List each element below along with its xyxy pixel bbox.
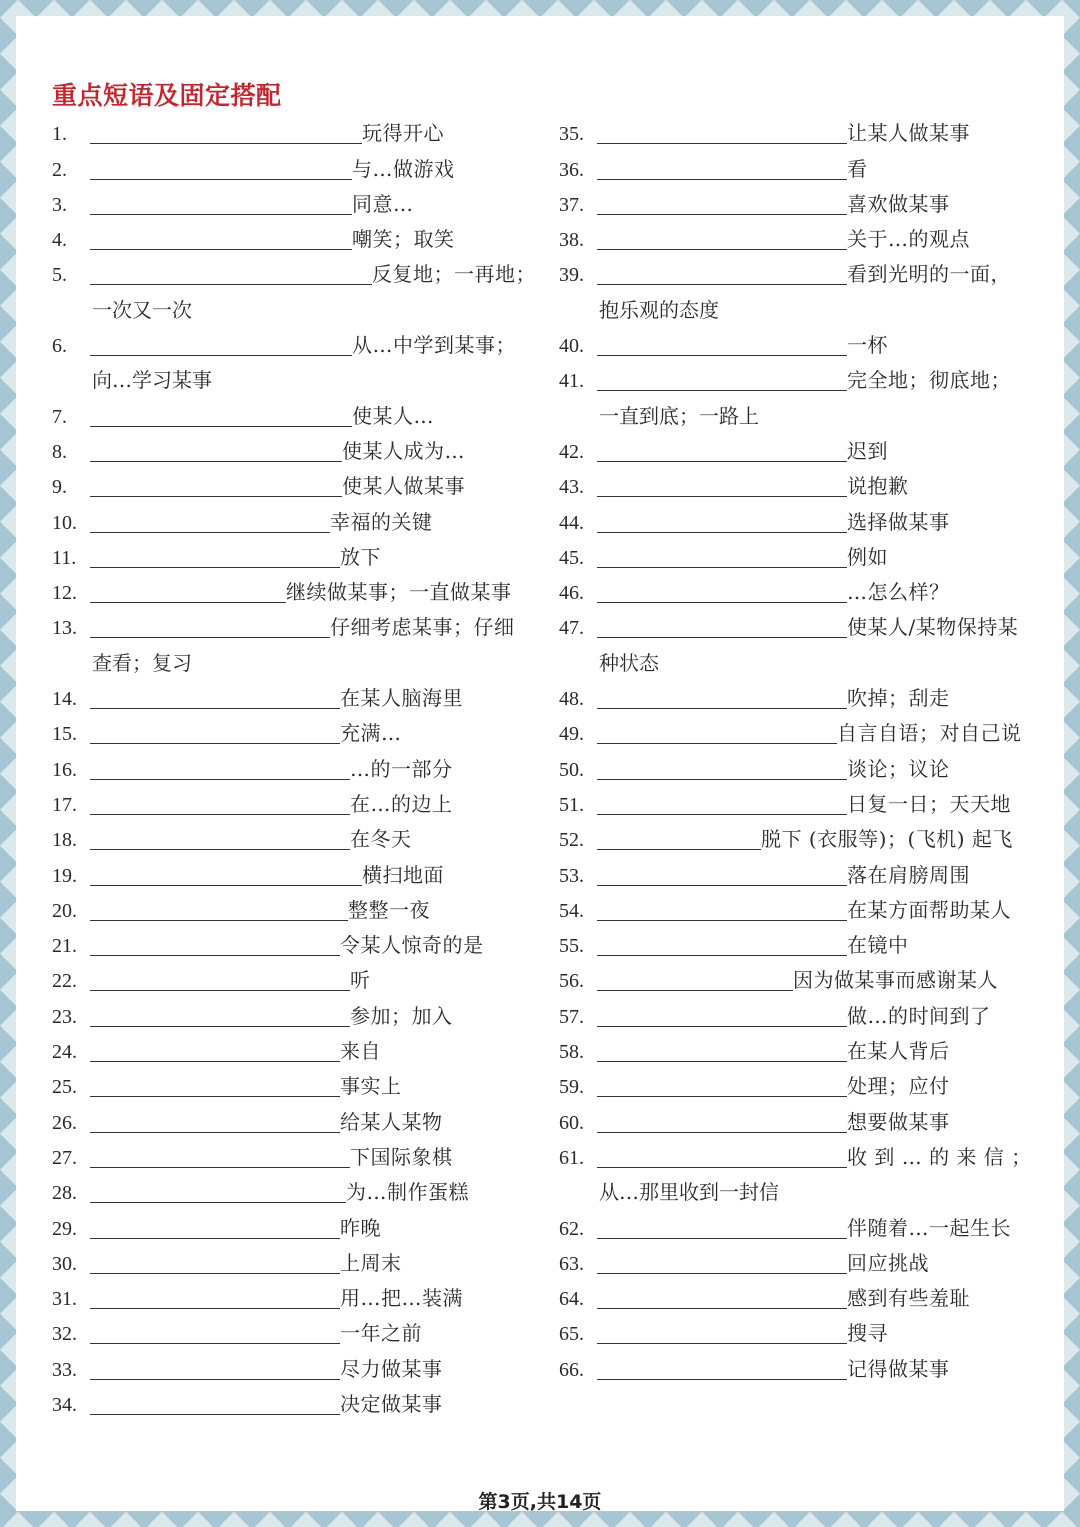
answer-blank[interactable] xyxy=(90,955,340,956)
answer-blank[interactable] xyxy=(90,249,352,250)
chinese-meaning: 看到光明的一面， xyxy=(847,262,1011,287)
chinese-meaning: 为…制作蛋糕 xyxy=(346,1180,469,1205)
chinese-meaning: 玩得开心 xyxy=(362,121,444,146)
item-number: 3. xyxy=(52,193,67,216)
chinese-meaning: 吹掉；刮走 xyxy=(847,686,950,711)
item-number: 31. xyxy=(52,1288,77,1311)
phrase-item xyxy=(52,1174,532,1209)
chinese-meaning: 看 xyxy=(847,156,868,181)
chinese-meaning: 例如 xyxy=(847,544,888,569)
answer-blank[interactable] xyxy=(90,143,362,144)
item-number: 17. xyxy=(52,793,77,816)
chinese-meaning: 使某人做某事 xyxy=(342,474,465,499)
answer-blank[interactable] xyxy=(90,1061,340,1062)
answer-blank[interactable] xyxy=(597,779,847,780)
chinese-meaning: 下国际象棋 xyxy=(350,1144,453,1169)
item-number: 16. xyxy=(52,758,77,781)
answer-blank[interactable] xyxy=(90,885,362,886)
phrase-item xyxy=(52,1209,532,1244)
item-number: 10. xyxy=(52,511,77,534)
phrase-item xyxy=(52,821,532,856)
chinese-meaning: 上周末 xyxy=(340,1250,402,1275)
item-number: 26. xyxy=(52,1111,77,1134)
item-number: 22. xyxy=(52,970,77,993)
chinese-meaning: 尽力做某事 xyxy=(340,1356,443,1381)
chinese-meaning: 在冬天 xyxy=(350,827,412,852)
item-number: 65. xyxy=(559,1323,584,1346)
phrase-item xyxy=(559,1245,1034,1280)
phrase-item xyxy=(559,892,1034,927)
answer-blank[interactable] xyxy=(90,1202,346,1203)
chinese-meaning: 自言自语；对自己说 xyxy=(837,721,1022,746)
meaning-continuation: 查看；复习 xyxy=(92,650,192,675)
chinese-meaning: 让某人做某事 xyxy=(847,121,970,146)
answer-blank[interactable] xyxy=(597,849,761,850)
item-number: 2. xyxy=(52,158,67,181)
item-number: 43. xyxy=(559,476,584,499)
phrase-item xyxy=(559,503,1034,538)
answer-blank[interactable] xyxy=(90,990,350,991)
chinese-meaning: 来自 xyxy=(340,1039,381,1064)
answer-blank[interactable] xyxy=(597,1167,847,1168)
item-number: 45. xyxy=(559,546,584,569)
item-number: 54. xyxy=(559,899,584,922)
item-number: 24. xyxy=(52,1041,77,1064)
item-number: 47. xyxy=(559,617,584,640)
phrase-item xyxy=(52,539,532,574)
answer-blank[interactable] xyxy=(90,532,330,533)
chinese-meaning: 令某人惊奇的是 xyxy=(340,933,484,958)
phrase-item xyxy=(559,927,1034,962)
item-number: 6. xyxy=(52,335,67,358)
chinese-meaning: 继续做某事；一直做某事 xyxy=(286,580,512,605)
chinese-meaning: 与…做游戏 xyxy=(352,156,455,181)
item-number: 38. xyxy=(559,229,584,252)
phrase-item xyxy=(559,962,1034,997)
phrase-item xyxy=(52,609,532,644)
item-number: 42. xyxy=(559,440,584,463)
item-number: 15. xyxy=(52,723,77,746)
phrase-item xyxy=(559,997,1034,1032)
answer-blank[interactable] xyxy=(597,1061,847,1062)
chinese-meaning: 仔细考虑某事；仔细 xyxy=(330,615,515,640)
answer-blank[interactable] xyxy=(597,567,847,568)
answer-blank[interactable] xyxy=(597,1343,847,1344)
chinese-meaning: 充满… xyxy=(340,721,402,746)
item-number: 51. xyxy=(559,793,584,816)
chinese-meaning: 昨晚 xyxy=(340,1215,381,1240)
chinese-meaning: 在…的边上 xyxy=(350,791,453,816)
chinese-meaning: …怎么样？ xyxy=(847,580,950,605)
phrase-item xyxy=(52,327,532,362)
chinese-meaning: 处理；应付 xyxy=(847,1074,950,1099)
answer-blank[interactable] xyxy=(90,1273,340,1274)
answer-blank[interactable] xyxy=(597,390,847,391)
item-number: 32. xyxy=(52,1323,77,1346)
phrase-item xyxy=(52,397,532,432)
answer-blank[interactable] xyxy=(90,284,372,285)
item-number: 53. xyxy=(559,864,584,887)
phrase-item xyxy=(559,1033,1034,1068)
item-number: 52. xyxy=(559,829,584,852)
answer-blank[interactable] xyxy=(90,814,350,815)
item-number: 20. xyxy=(52,899,77,922)
chinese-meaning: 关于…的观点 xyxy=(847,227,970,252)
answer-blank[interactable] xyxy=(90,567,340,568)
phrase-item xyxy=(559,539,1034,574)
item-number: 19. xyxy=(52,864,77,887)
left-column xyxy=(52,115,536,1421)
item-number: 4. xyxy=(52,229,67,252)
answer-blank[interactable] xyxy=(597,284,847,285)
item-number: 33. xyxy=(52,1358,77,1381)
chinese-meaning: 日复一日；天天地 xyxy=(847,791,1011,816)
answer-blank[interactable] xyxy=(597,602,847,603)
item-number: 58. xyxy=(559,1041,584,1064)
phrase-item xyxy=(52,1068,532,1103)
phrase-item xyxy=(559,750,1034,785)
item-number: 50. xyxy=(559,758,584,781)
phrase-item xyxy=(559,574,1034,609)
meaning-continuation: 一次又一次 xyxy=(92,297,192,322)
phrase-item xyxy=(52,468,532,503)
meaning-continuation: 种状态 xyxy=(599,650,659,675)
chinese-meaning: 在某方面帮助某人 xyxy=(847,897,1011,922)
answer-blank[interactable] xyxy=(597,461,847,462)
answer-blank[interactable] xyxy=(597,1132,847,1133)
phrase-item xyxy=(559,1209,1034,1244)
item-number: 59. xyxy=(559,1076,584,1099)
answer-blank[interactable] xyxy=(90,849,350,850)
answer-blank[interactable] xyxy=(90,920,348,921)
item-number: 63. xyxy=(559,1252,584,1275)
answer-blank[interactable] xyxy=(90,637,330,638)
phrase-item xyxy=(559,786,1034,821)
chinese-meaning: 给某人某物 xyxy=(340,1109,443,1134)
answer-blank[interactable] xyxy=(597,708,847,709)
answer-blank[interactable] xyxy=(597,143,847,144)
phrase-item xyxy=(559,715,1034,750)
phrase-item xyxy=(52,1315,532,1350)
phrase-item xyxy=(559,362,1034,397)
chinese-meaning: 横扫地面 xyxy=(362,862,444,887)
phrase-item xyxy=(52,962,532,997)
item-number: 7. xyxy=(52,405,67,428)
item-number: 13. xyxy=(52,617,77,640)
item-number: 40. xyxy=(559,335,584,358)
answer-blank[interactable] xyxy=(90,496,342,497)
answer-blank[interactable] xyxy=(90,1414,340,1415)
chinese-meaning: 使某人成为… xyxy=(342,438,465,463)
item-number: 25. xyxy=(52,1076,77,1099)
answer-blank[interactable] xyxy=(597,355,847,356)
answer-blank[interactable] xyxy=(597,249,847,250)
phrase-item xyxy=(559,1068,1034,1103)
chinese-meaning: 伴随着…一起生长 xyxy=(847,1215,1011,1240)
item-number: 64. xyxy=(559,1288,584,1311)
answer-blank[interactable] xyxy=(90,779,350,780)
chinese-meaning: 记得做某事 xyxy=(847,1356,950,1381)
phrase-item xyxy=(559,1315,1034,1350)
phrase-item xyxy=(52,150,532,185)
item-number: 11. xyxy=(52,546,77,569)
phrase-item xyxy=(52,715,532,750)
phrase-item xyxy=(52,115,532,150)
chinese-meaning: 一年之前 xyxy=(340,1321,422,1346)
answer-blank[interactable] xyxy=(597,496,847,497)
item-number: 37. xyxy=(559,193,584,216)
phrase-item xyxy=(559,150,1034,185)
item-number: 41. xyxy=(559,370,584,393)
chinese-meaning: 用…把…装满 xyxy=(340,1286,463,1311)
chinese-meaning: 事实上 xyxy=(340,1074,402,1099)
phrase-item xyxy=(559,221,1034,256)
answer-blank[interactable] xyxy=(90,426,352,427)
answer-blank[interactable] xyxy=(90,1132,340,1133)
chinese-meaning: 在某人背后 xyxy=(847,1039,950,1064)
item-number: 66. xyxy=(559,1358,584,1381)
phrase-item xyxy=(559,433,1034,468)
chinese-meaning: 使某人… xyxy=(352,403,434,428)
phrase-item xyxy=(52,892,532,927)
chinese-meaning: 喜欢做某事 xyxy=(847,191,950,216)
phrase-item xyxy=(559,1139,1034,1174)
chinese-meaning: 选择做某事 xyxy=(847,509,950,534)
phrase-item xyxy=(559,1350,1034,1385)
chinese-meaning: …的一部分 xyxy=(350,756,453,781)
phrase-item xyxy=(52,433,532,468)
chinese-meaning: 因为做某事而感谢某人 xyxy=(793,968,998,993)
answer-blank[interactable] xyxy=(90,1096,340,1097)
phrase-item xyxy=(559,856,1034,891)
answer-blank[interactable] xyxy=(90,1308,340,1309)
phrase-item xyxy=(559,1103,1034,1138)
chinese-meaning: 感到有些羞耻 xyxy=(847,1286,970,1311)
phrase-item xyxy=(52,856,532,891)
answer-blank[interactable] xyxy=(597,1026,847,1027)
answer-blank[interactable] xyxy=(90,461,342,462)
answer-blank[interactable] xyxy=(597,532,847,533)
chinese-meaning: 落在肩膀周围 xyxy=(847,862,970,887)
phrase-item xyxy=(52,1139,532,1174)
chinese-meaning: 使某人/某物保持某 xyxy=(847,615,1019,640)
phrase-item xyxy=(52,574,532,609)
phrase-item xyxy=(52,1103,532,1138)
item-number: 18. xyxy=(52,829,77,852)
chinese-meaning: 整整一夜 xyxy=(348,897,430,922)
phrase-item xyxy=(52,186,532,221)
chinese-meaning: 说抱歉 xyxy=(847,474,909,499)
item-number: 23. xyxy=(52,1005,77,1028)
item-number: 8. xyxy=(52,440,67,463)
item-number: 61. xyxy=(559,1146,584,1169)
chinese-meaning: 想要做某事 xyxy=(847,1109,950,1134)
item-number: 34. xyxy=(52,1393,77,1416)
item-number: 36. xyxy=(559,158,584,181)
answer-blank[interactable] xyxy=(597,920,847,921)
item-number: 46. xyxy=(559,582,584,605)
phrase-item xyxy=(52,1280,532,1315)
chinese-meaning: 收 到 … 的 来 信 ； xyxy=(847,1144,1032,1169)
answer-blank[interactable] xyxy=(90,355,352,356)
chinese-meaning: 迟到 xyxy=(847,438,888,463)
item-number: 30. xyxy=(52,1252,77,1275)
answer-blank[interactable] xyxy=(597,885,847,886)
item-number: 62. xyxy=(559,1217,584,1240)
answer-blank[interactable] xyxy=(90,1167,350,1168)
answer-blank[interactable] xyxy=(90,1238,340,1239)
chinese-meaning: 脱下 (衣服等)；(飞机) 起飞 xyxy=(761,827,1013,852)
item-number: 27. xyxy=(52,1146,77,1169)
item-number: 48. xyxy=(559,688,584,711)
item-number: 28. xyxy=(52,1182,77,1205)
answer-blank[interactable] xyxy=(90,1026,350,1027)
chinese-meaning: 同意… xyxy=(352,191,414,216)
meaning-continuation: 向…学习某事 xyxy=(92,368,212,393)
chinese-meaning: 搜寻 xyxy=(847,1321,888,1346)
phrase-item xyxy=(52,750,532,785)
page-number: 第3页,共14页 xyxy=(478,1491,602,1513)
answer-blank[interactable] xyxy=(597,179,847,180)
item-number: 44. xyxy=(559,511,584,534)
chinese-meaning: 反复地；一再地； xyxy=(372,262,536,287)
item-number: 49. xyxy=(559,723,584,746)
answer-blank[interactable] xyxy=(90,1343,340,1344)
phrase-item xyxy=(559,256,1034,291)
item-number: 55. xyxy=(559,935,584,958)
chinese-meaning: 完全地；彻底地； xyxy=(847,368,1011,393)
chinese-meaning: 参加；加入 xyxy=(350,1003,453,1028)
chinese-meaning: 做…的时间到了 xyxy=(847,1003,991,1028)
item-number: 21. xyxy=(52,935,77,958)
meaning-continuation: 抱乐观的态度 xyxy=(599,297,719,322)
answer-blank[interactable] xyxy=(597,1238,847,1239)
chinese-meaning: 放下 xyxy=(340,544,381,569)
phrase-item xyxy=(559,680,1034,715)
item-number: 14. xyxy=(52,688,77,711)
phrase-item xyxy=(559,115,1034,150)
meaning-continuation: 一直到底；一路上 xyxy=(599,403,759,428)
chinese-meaning: 谈论；议论 xyxy=(847,756,950,781)
answer-blank[interactable] xyxy=(597,955,847,956)
answer-blank[interactable] xyxy=(597,637,847,638)
chinese-meaning: 在镜中 xyxy=(847,933,909,958)
item-number: 57. xyxy=(559,1005,584,1028)
answer-blank[interactable] xyxy=(597,1379,847,1380)
answer-blank[interactable] xyxy=(90,1379,340,1380)
phrase-item xyxy=(559,327,1034,362)
phrase-item xyxy=(52,786,532,821)
answer-blank[interactable] xyxy=(90,708,340,709)
phrase-item xyxy=(52,256,536,291)
section-title: 重点短语及固定搭配 xyxy=(52,81,282,110)
item-number: 39. xyxy=(559,264,584,287)
chinese-meaning: 幸福的关键 xyxy=(330,509,433,534)
phrase-item xyxy=(52,997,532,1032)
phrase-item xyxy=(52,1033,532,1068)
phrase-item xyxy=(559,1280,1034,1315)
answer-blank[interactable] xyxy=(90,743,340,744)
meaning-continuation: 从…那里收到一封信 xyxy=(599,1180,779,1205)
item-number: 12. xyxy=(52,582,77,605)
phrase-item xyxy=(559,468,1034,503)
phrase-item xyxy=(52,503,532,538)
right-column xyxy=(559,115,1034,1386)
answer-blank[interactable] xyxy=(597,214,847,215)
item-number: 60. xyxy=(559,1111,584,1134)
phrase-item xyxy=(559,186,1034,221)
item-number: 56. xyxy=(559,970,584,993)
answer-blank[interactable] xyxy=(597,990,793,991)
answer-blank[interactable] xyxy=(90,179,352,180)
phrase-item xyxy=(52,680,532,715)
answer-blank[interactable] xyxy=(597,743,837,744)
chinese-meaning: 听 xyxy=(350,968,371,993)
answer-blank[interactable] xyxy=(597,814,847,815)
phrase-item xyxy=(52,1350,532,1385)
phrase-item xyxy=(52,221,532,256)
chinese-meaning: 决定做某事 xyxy=(340,1391,443,1416)
item-number: 1. xyxy=(52,123,67,146)
phrase-item xyxy=(52,1386,532,1421)
answer-blank[interactable] xyxy=(90,214,352,215)
chinese-meaning: 从…中学到某事； xyxy=(352,333,516,358)
chinese-meaning: 嘲笑；取笑 xyxy=(352,227,455,252)
item-number: 9. xyxy=(52,476,67,499)
answer-blank[interactable] xyxy=(597,1273,847,1274)
chinese-meaning: 回应挑战 xyxy=(847,1250,929,1275)
item-number: 5. xyxy=(52,264,67,287)
answer-blank[interactable] xyxy=(597,1096,847,1097)
answer-blank[interactable] xyxy=(90,602,286,603)
answer-blank[interactable] xyxy=(597,1308,847,1309)
chinese-meaning: 一杯 xyxy=(847,333,888,358)
phrase-item xyxy=(559,609,1034,644)
phrase-item xyxy=(52,1245,532,1280)
item-number: 29. xyxy=(52,1217,77,1240)
phrase-item xyxy=(52,927,532,962)
phrase-item xyxy=(559,821,1034,856)
chinese-meaning: 在某人脑海里 xyxy=(340,686,463,711)
item-number: 35. xyxy=(559,123,584,146)
